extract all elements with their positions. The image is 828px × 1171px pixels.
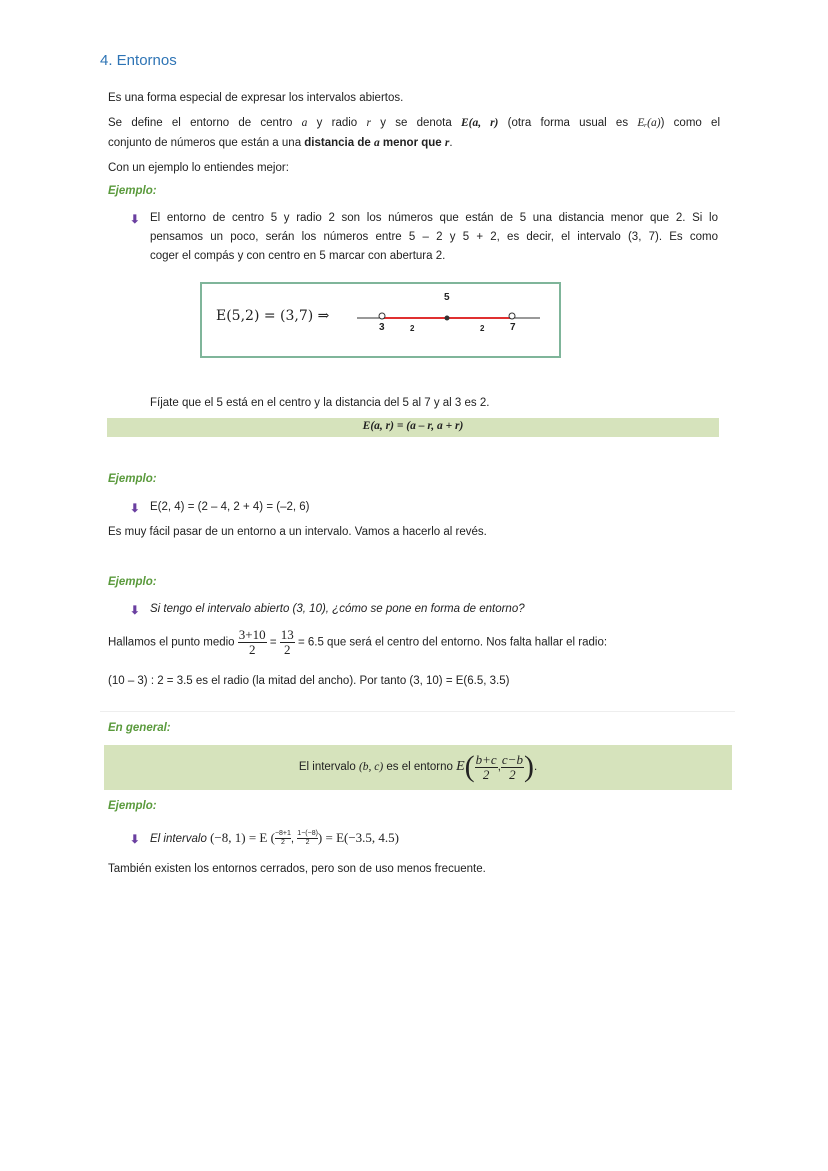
example-text: E(2, 4) = (2 – 4, 2 + 4) = (–2, 6) (150, 501, 310, 513)
fraction (275, 830, 291, 847)
bullet-arrow-icon: ⬇ (130, 834, 140, 846)
general-formula: El intervalo (b, c) es el entorno E( $\frac{b+c}{2}$ , $\frac{c-b}{2}$ ). (298, 750, 538, 783)
text: es el entorno (383, 761, 457, 774)
paragraph: Es muy fácil pasar de un entorno a un intervalo. Vamos a hacerlo al revés. (108, 526, 487, 538)
math: E(a, r) (461, 117, 499, 129)
denominator: 2 (482, 766, 490, 782)
number-line-figure (200, 282, 561, 358)
formula: E(a, r) = (a – r, a + r) (362, 420, 464, 432)
numerator: −8+1 (274, 830, 291, 838)
fraction (475, 753, 498, 782)
example-label: Ejemplo: (108, 800, 157, 812)
denominator: 2 (509, 766, 516, 782)
left-label: 3 (379, 322, 385, 333)
definition-line-1 (108, 117, 720, 129)
radius-label: 2 (410, 324, 415, 333)
example-text: pensamos un poco, serán los números entre 5 – 2 y 5 + 2, es decir, el intervalo (3, 7). Es como (150, 231, 718, 243)
example-label: Ejemplo: (108, 473, 157, 485)
denominator: 2 (284, 642, 291, 657)
right-label: 7 (510, 322, 516, 333)
denominator: 2 (248, 642, 256, 657)
example-text: El intervalo (−8, 1) = E ( $\frac{-8+1}{2}$ , $\frac{1-(-8)}{2}$ ) = E(−3.5, 4.5) (150, 830, 400, 847)
math: r (444, 137, 450, 149)
paragraph: (10 – 3) : 2 = 3.5 es el radio (la mitad del ancho). Por tanto (3, 10) = E(6.5, 3.5) (108, 675, 510, 687)
fraction (238, 628, 267, 657)
text: = (269, 636, 277, 649)
divider (100, 711, 735, 712)
example-label: Ejemplo: (108, 576, 157, 588)
math: (−8, 1) = E ( (210, 830, 275, 845)
fraction (297, 830, 318, 847)
example-text: Si tengo el intervalo abierto (3, 10), ¿cómo se pone en forma de entorno? (150, 603, 525, 615)
denominator: 2 (280, 839, 285, 847)
paragraph: Fíjate que el 5 está en el centro y la distancia del 5 al 7 y al 3 es 2. (150, 397, 490, 409)
text: y radio (307, 117, 367, 129)
math: Eᵣ(a) (637, 117, 661, 129)
example-text: El entorno de centro 5 y radio 2 son los números que están de 5 una distancia menor que 2. Si lo (150, 212, 718, 224)
text: = 6.5 que será el centro del entorno. Nos falta hallar el radio: (297, 636, 608, 649)
numerator: 13 (280, 627, 294, 642)
text: conjunto de números que están a una (108, 137, 305, 149)
open-endpoint-right (509, 313, 515, 319)
math: E (456, 759, 465, 775)
definition-line-2 (108, 137, 453, 149)
denominator: 2 (305, 839, 310, 847)
example-text: coger el compás y con centro en 5 marcar con abertura 2. (150, 250, 446, 262)
text: El intervalo (150, 833, 207, 845)
midpoint-line (108, 628, 607, 657)
number-line (352, 290, 552, 350)
paragraph: También existen los entornos cerrados, pero son de uso menos frecuente. (108, 863, 486, 875)
text: . (449, 137, 453, 149)
text: (otra forma usual es (498, 117, 638, 129)
bullet-arrow-icon: ⬇ (130, 214, 140, 226)
text: menor que (379, 137, 445, 149)
text: ) como el (660, 117, 720, 129)
numerator: 3+10 (238, 627, 266, 642)
numerator: c−b (501, 751, 523, 767)
text: distancia de (304, 137, 374, 149)
bullet-arrow-icon: ⬇ (130, 503, 140, 515)
paragraph: Es una forma especial de expresar los intervalos abiertos. (108, 92, 404, 104)
figure-formula: E(5,2) = (3,7) ⇒ (216, 308, 330, 324)
math: a (373, 137, 380, 149)
math: r (366, 117, 371, 129)
fraction (501, 753, 524, 782)
text: Hallamos el punto medio (108, 636, 235, 649)
text: y se denota (370, 117, 462, 129)
text: Se define el entorno de centro (108, 117, 302, 129)
numerator: 1−(−8) (297, 830, 318, 838)
example-label: Ejemplo: (108, 185, 157, 197)
math: (b, c) (358, 761, 384, 774)
general-label: En general: (108, 722, 171, 734)
open-endpoint-left (379, 313, 385, 319)
math: ) = E(−3.5, 4.5) (317, 830, 400, 845)
radius-label: 2 (480, 324, 485, 333)
fraction (280, 628, 295, 657)
center-point (445, 316, 450, 321)
numerator: b+c (475, 751, 497, 767)
bullet-arrow-icon: ⬇ (130, 605, 140, 617)
text: El intervalo (298, 761, 359, 774)
section-title: 4. Entornos (100, 52, 177, 69)
math: a (301, 117, 308, 129)
center-label: 5 (444, 292, 450, 303)
paragraph: Con un ejemplo lo entiendes mejor: (108, 162, 289, 174)
